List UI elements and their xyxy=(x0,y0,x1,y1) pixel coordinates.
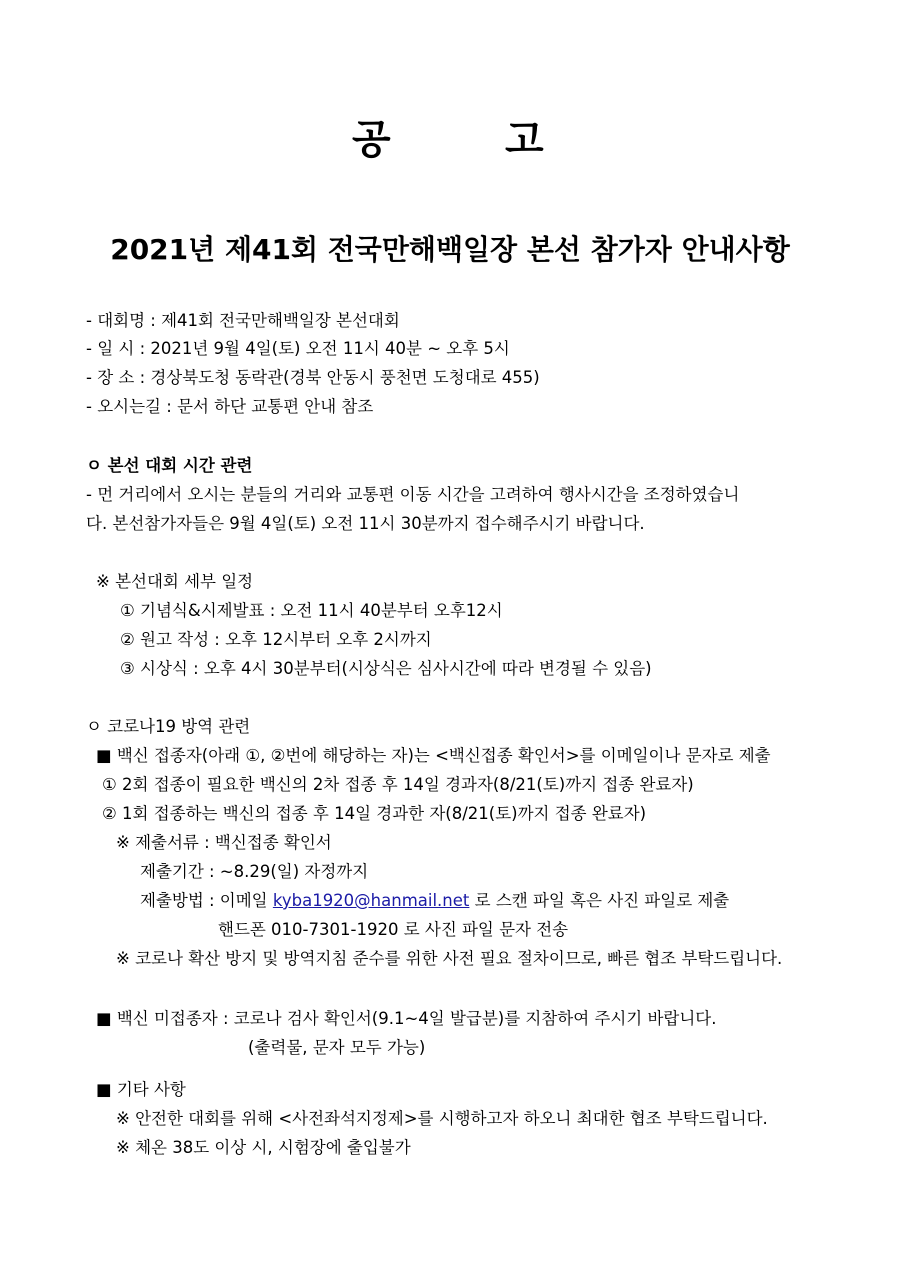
title-char-1: 공 xyxy=(352,117,391,163)
covid-condition-2: ② 1회 접종하는 백신의 접종 후 14일 경과한 자(8/21(토)까지 접종 완료자) xyxy=(102,804,647,823)
covid-vaccinated: ■ 백신 접종자(아래 ①, ②번에 해당하는 자)는 <백신접종 확인서>를 이메일이나 문자로 제출 xyxy=(96,746,771,765)
info-directions: - 오시는길 : 문서 하단 교통편 안내 참조 xyxy=(86,397,374,416)
document-subtitle: 2021년 제41회 전국만해백일장 본선 참가자 안내사항 xyxy=(110,233,790,266)
misc-item-seating: ※ 안전한 대회를 위해 <사전좌석지정제>를 시행하고자 하오니 최대한 협조 부탁드립니다. xyxy=(116,1109,768,1128)
covid-note: ※ 코로나 확산 방지 및 방역지침 준수를 위한 사전 필요 절차이므로, 빠른 협조 부탁드립니다. xyxy=(116,949,783,968)
time-section-heading: ㅇ 본선 대회 시간 관련 xyxy=(86,456,253,475)
covid-submit-method xyxy=(140,890,729,912)
covid-method-prefix: 제출방법 : 이메일 xyxy=(140,891,273,910)
covid-unvaccinated-note: (출력물, 문자 모두 가능) xyxy=(248,1038,426,1057)
covid-condition-1: ① 2회 접종이 필요한 백신의 2차 접종 후 14일 경과자(8/21(토)까지 접종 완료자) xyxy=(102,775,694,794)
info-date-time: - 일 시 : 2021년 9월 4일(토) 오전 11시 40분 ~ 오후 5시 xyxy=(86,339,510,358)
covid-unvaccinated: ■ 백신 미접종자 : 코로나 검사 확인서(9.1~4일 발급분)를 지참하여 주시기 바랍니다. xyxy=(96,1009,717,1028)
info-event-name: - 대회명 : 제41회 전국만해백일장 본선대회 xyxy=(86,311,400,330)
schedule-heading: ※ 본선대회 세부 일정 xyxy=(96,572,254,591)
schedule-item-ceremony: ① 기념식&시제발표 : 오전 11시 40분부터 오후12시 xyxy=(120,601,503,620)
misc-item-temperature: ※ 체온 38도 이상 시, 시험장에 출입불가 xyxy=(116,1138,411,1157)
email-link[interactable]: kyba1920@hanmail.net xyxy=(272,891,470,910)
time-section-body-1: - 먼 거리에서 오시는 분들의 거리와 교통편 이동 시간을 고려하여 행사시간을 조정하였습니 xyxy=(86,485,740,504)
covid-submit-phone: 핸드폰 010-7301-1920 로 사진 파일 문자 전송 xyxy=(218,920,569,939)
info-venue: - 장 소 : 경상북도청 동락관(경북 안동시 풍천면 도청대로 455) xyxy=(86,368,540,387)
covid-method-suffix: 로 스캔 파일 혹은 사진 파일로 제출 xyxy=(469,891,730,910)
misc-heading: ■ 기타 사항 xyxy=(96,1080,186,1099)
title-char-2: 고 xyxy=(505,117,544,163)
schedule-item-writing: ② 원고 작성 : 오후 12시부터 오후 2시까지 xyxy=(120,630,432,649)
covid-heading: ㅇ 코로나19 방역 관련 xyxy=(86,717,251,736)
schedule-item-awards: ③ 시상식 : 오후 4시 30분부터(시상식은 심사시간에 따라 변경될 수 있음) xyxy=(120,659,652,678)
covid-submit-deadline: 제출기간 : ~8.29(일) 자정까지 xyxy=(140,862,369,881)
covid-submit-docs: ※ 제출서류 : 백신접종 확인서 xyxy=(116,833,332,852)
time-section-body-2: 다. 본선참가자들은 9월 4일(토) 오전 11시 30분까지 접수해주시기 바랍니다. xyxy=(86,514,645,533)
